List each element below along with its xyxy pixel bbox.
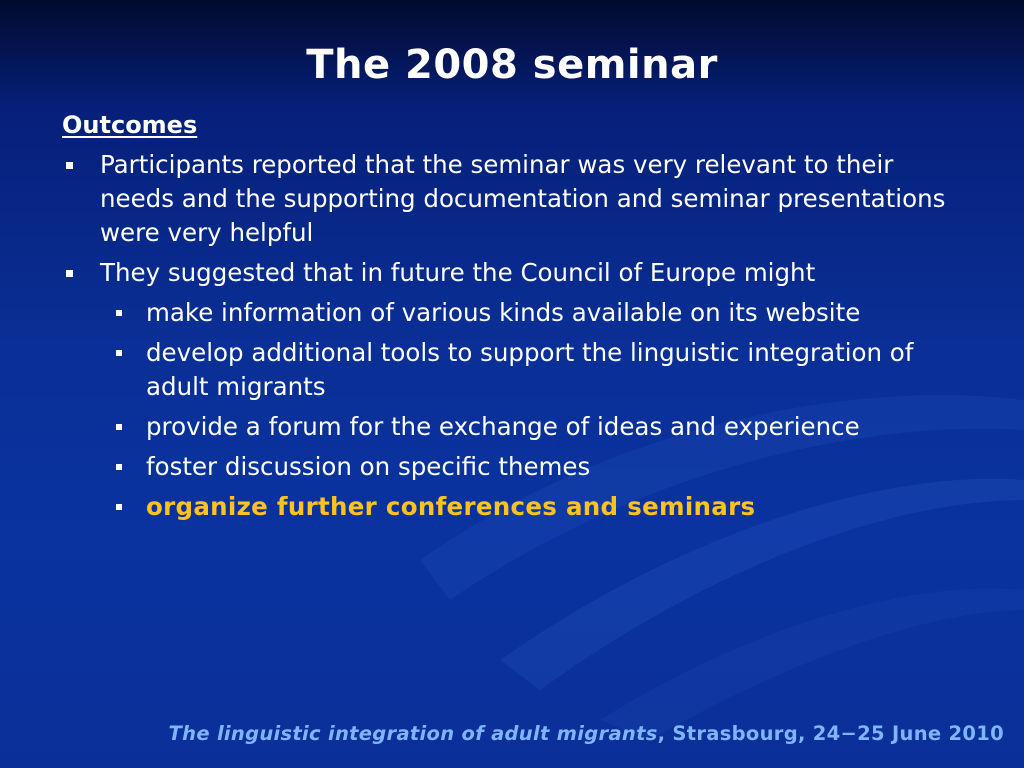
- sub-bullet-item: [146, 296, 970, 330]
- sub-bullet-text: make information of various kinds available on its website: [146, 298, 861, 327]
- bullet-item: [60, 256, 970, 290]
- bullet-text: Participants reported that the seminar was very relevant to their needs and the supporting documentation and seminar presentations were very helpful: [100, 150, 946, 247]
- square-bullet-icon: [116, 504, 122, 510]
- slide-title: The 2008 seminar: [306, 42, 718, 88]
- square-bullet-icon: [116, 310, 122, 316]
- slide-footer: [0, 722, 1004, 745]
- sub-bullet-text: provide a forum for the exchange of ideas and experience: [146, 412, 860, 441]
- sub-bullet-item: [146, 410, 970, 444]
- bullet-list: [60, 148, 970, 530]
- sub-bullet-text: develop additional tools to support the linguistic integration of adult migrants: [146, 338, 914, 401]
- square-bullet-icon: [116, 424, 122, 430]
- bullet-item: [60, 148, 970, 250]
- outcomes-heading: Outcomes: [62, 111, 198, 139]
- footer-event-title: The linguistic integration of adult migrants: [168, 722, 658, 745]
- sub-bullet-text-highlighted: organize further conferences and seminars: [146, 492, 756, 521]
- sub-bullet-item: [146, 336, 970, 404]
- footer-place-date: , Strasbourg, 24−25 June 2010: [657, 722, 1004, 745]
- sub-bullet-item: [146, 450, 970, 484]
- square-bullet-icon: [116, 350, 122, 356]
- sub-bullet-item-highlighted: [146, 490, 970, 524]
- bullet-text: They suggested that in future the Council of Europe might: [100, 258, 816, 287]
- sub-bullet-text: foster discussion on specific themes: [146, 452, 591, 481]
- square-bullet-icon: [66, 270, 73, 277]
- square-bullet-icon: [116, 464, 122, 470]
- square-bullet-icon: [66, 162, 73, 169]
